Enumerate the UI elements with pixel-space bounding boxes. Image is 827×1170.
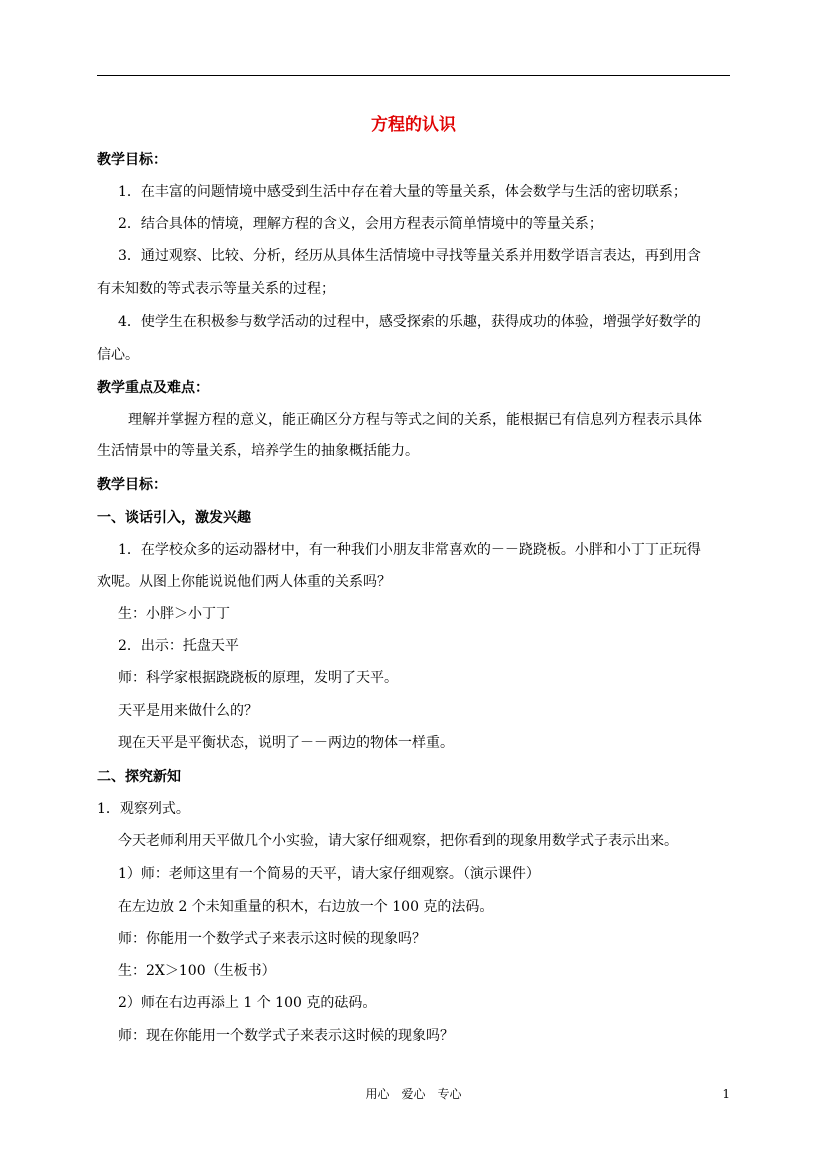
text-line: 天平是用来做什么的？ [118,703,258,719]
text-line: 今天老师利用天平做几个小实验，请大家仔细观察，把你看到的现象用数学式子表示出来。 [118,833,678,849]
footer-motto: 用心 爱心 专心 [365,1087,462,1101]
text-line: 有未知数的等式表示等量关系的过程； [97,281,335,297]
text-line: 1．在丰富的问题情境中感受到生活中存在着大量的等量关系，体会数学与生活的密切联系； [118,184,687,200]
text-line: 2）师在右边再添上 1 个 100 克的砝码。 [118,995,377,1011]
section-heading: 教学目标： [97,477,167,493]
text-line: 生：2X＞100（生板书） [118,963,276,979]
page-number: 1 [722,1087,730,1101]
text-line: 生活情景中的等量关系，培养学生的抽象概括能力。 [97,443,419,459]
text-line: 教学目标： [97,152,167,168]
text-line: 2．出示：托盘天平 [118,638,239,654]
text-line: 1．观察列式。 [97,801,190,817]
section-heading: 教学重点及难点： [97,380,209,396]
header-rule [97,75,730,76]
text-line: 师：科学家根据跷跷板的原理，发明了天平。 [118,670,398,686]
section-heading: 一、谈话引入，激发兴趣 [97,510,251,526]
document-title: 方程的认识 [371,115,456,135]
text-line: 师：现在你能用一个数学式子来表示这时候的现象吗？ [118,1028,454,1044]
text-line: 1．在学校众多的运动器材中，有一种我们小朋友非常喜欢的－－跷跷板。小胖和小丁丁正玩得 [118,542,701,558]
text-line: 1）师：老师这里有一个简易的天平，请大家仔细观察。（演示课件） [118,866,540,882]
text-line: 欢呢。从图上你能说说他们两人体重的关系吗？ [97,574,391,590]
text-line: 师：你能用一个数学式子来表示这时候的现象吗？ [118,931,426,947]
text-line: 生：小胖＞小丁丁 [118,606,230,622]
text-line: 现在天平是平衡状态，说明了－－两边的物体一样重。 [118,735,454,751]
text-line: 3．通过观察、比较、分析，经历从具体生活情境中寻找等量关系并用数学语言表达，再到用含 [118,248,701,264]
text-line: 在左边放 2 个未知重量的积木，右边放一个 100 克的法码。 [118,899,494,915]
text-line: 4．使学生在积极参与数学活动的过程中，感受探索的乐趣，获得成功的体验，增强学好数学的 [118,314,701,330]
section-heading: 二、探究新知 [97,769,181,785]
text-line: 信心。 [97,347,139,363]
text-line: 2．结合具体的情境，理解方程的含义，会用方程表示简单情境中的等量关系； [118,216,603,232]
text-line: 理解并掌握方程的意义，能正确区分方程与等式之间的关系，能根据已有信息列方程表示具体 [128,412,702,428]
